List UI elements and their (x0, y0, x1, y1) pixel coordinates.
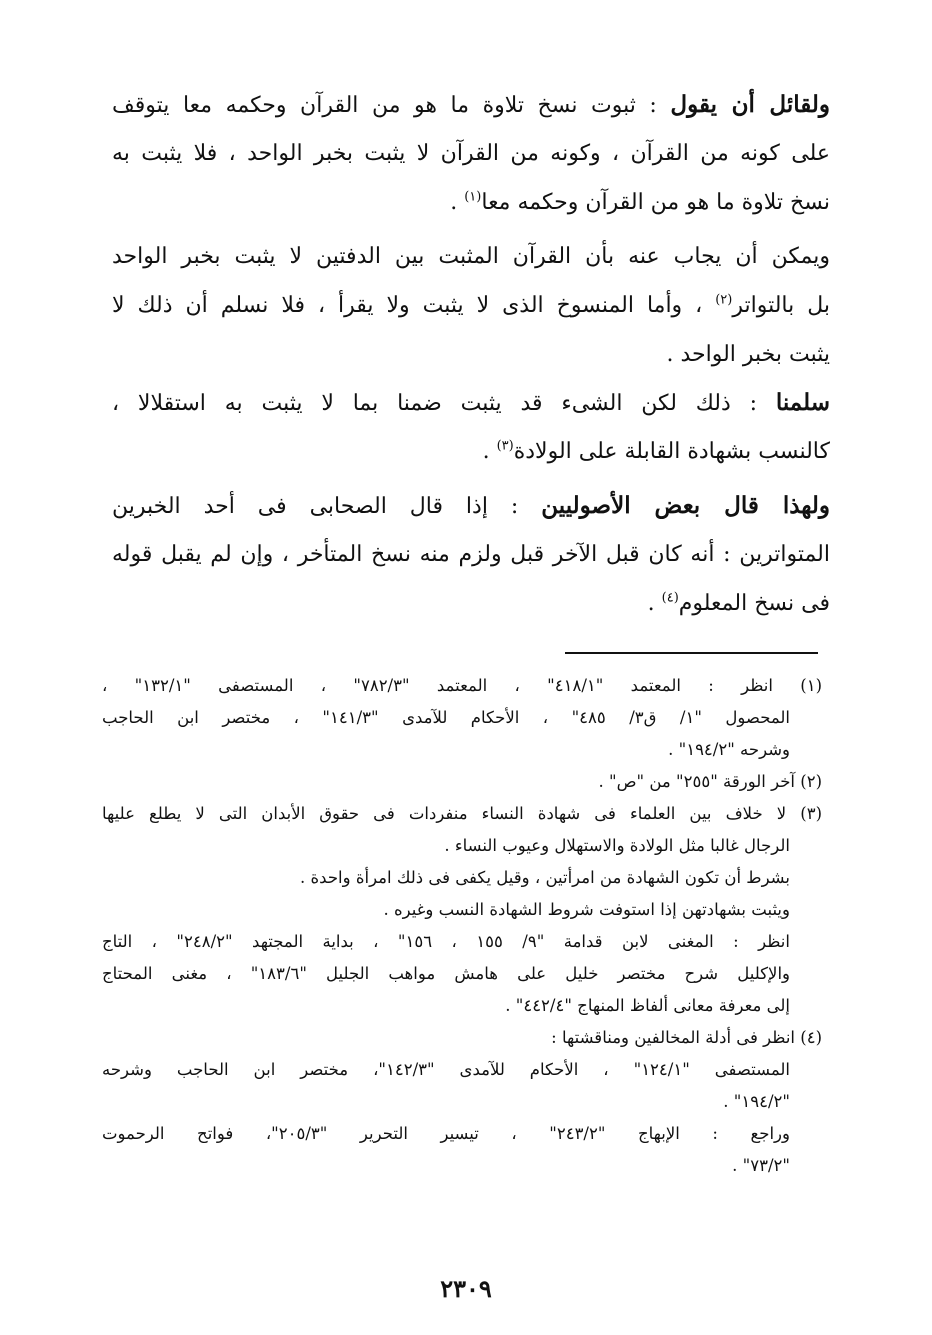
paragraph-1 (112, 80, 830, 227)
paragraph-4-line-2: المتواترين : أنه كان قبل الآخر قبل ولزم منه نسخ المتأخر ، وإن لم يقبل قوله (112, 542, 830, 567)
paragraph-4-line-3-text: فى نسخ المعلوم (678, 591, 830, 616)
paragraph-1-line-3-end: . (450, 190, 465, 215)
footnote-ref-4: (٤) (661, 590, 679, 606)
paragraph-2 (112, 232, 830, 379)
footnote-1-line-2: المحصول "١/ ق٣/ ٤٨٥" ، الأحكام للآمدى "١٤١/٣" ، مختصر ابن الحاجب (102, 708, 791, 727)
footnote-ref-1: (١) (464, 189, 482, 205)
footnote-ref-2: (٢) (715, 292, 733, 308)
footnote-3-line-5: انظر : المغنى لابن قدامة "٩/ ١٥٥ ، ١٥٦" ، بداية المجتهد "٢٤٨/٢" ، التاج (102, 932, 790, 951)
paragraph-3-line-2 (112, 427, 830, 476)
paragraph-1-lead: ولقائل أن يقول (670, 91, 830, 118)
footnote-3-line-6: والإكليل شرح مختصر خليل على هامش مواهب الجليل "١٨٣/٦" ، مغنى المحتاج (102, 964, 790, 983)
footnote-3-line-3: بشرط أن تكون الشهادة من امرأتين ، وقيل يكفى فى ذلك امرأة واحدة . (300, 868, 790, 887)
paragraph-2-line-2-end: ، وأما المنسوخ الذى لا يثبت ولا يقرأ ، فلا نسلم أن ذلك لا (112, 293, 716, 318)
footnote-3-line-2: الرجال غالبا مثل الولادة والاستهلال وعيوب النساء . (444, 836, 790, 855)
footnote-4-line-2: المستصفى "١٢٤/١" ، الأحكام للآمدى "١٤٢/٣"، مختصر ابن الحاجب وشرحه (102, 1060, 791, 1079)
paragraph-1-line-1 (112, 80, 830, 129)
footnote-separator (565, 652, 818, 654)
footnote-1-line-1: (١) انظر : المعتمد "٤١٨/١" ، المعتمد "٧٨٢/٣" ، المستصفى "١٣٢/١" ، (102, 676, 822, 695)
paragraph-3 (112, 378, 830, 476)
paragraph-1-text: : ثبوت نسخ تلاوة ما هو من القرآن وحكمه معا يتوقف (112, 93, 657, 118)
paragraph-2-line-2 (112, 281, 830, 330)
footnote-2: (٢) آخر الورقة "٢٥٥" من "ص" . (598, 772, 822, 791)
paragraph-1-line-3 (112, 178, 830, 227)
footnote-3-line-7: إلى معرفة معانى ألفاظ المنهاج "٤٤٢/٤" . (505, 996, 790, 1015)
paragraph-3-text: : ذلك لكن الشىء قد يثبت ضمنا بما لا يثبت به استقلالا ، (112, 391, 758, 416)
paragraph-3-line-2-end: . (482, 439, 497, 464)
paragraph-3-lead: سلمنا (775, 389, 830, 416)
footnote-4-line-3: "١٩٤/٢" . (723, 1092, 790, 1111)
footnote-3-line-1: (٣) لا خلاف بين العلماء فى شهادة النساء منفردات فى حقوق الأبدان التى لا يطلع عليها (102, 804, 822, 823)
paragraph-4-line-1 (112, 481, 830, 530)
paragraph-1-line-3-text: نسخ تلاوة ما هو من القرآن وحكمه معا (481, 190, 830, 215)
paragraph-4 (112, 481, 830, 628)
paragraph-2-line-3: يثبت بخبر الواحد . (666, 342, 830, 367)
paragraph-4-lead: ولهذا قال بعض الأصوليين (541, 492, 830, 519)
paragraph-4-line-3-end: . (647, 591, 662, 616)
paragraph-3-line-2-text: كالنسب بشهادة القابلة على الولادة (513, 439, 830, 464)
paragraph-2-line-2-start: بل بالتواتر (732, 293, 830, 318)
footnote-3-line-4: ويثبت بشهادتهن إذا استوفت شروط الشهادة النسب وغيره . (383, 900, 790, 919)
paragraph-4-line-3 (112, 579, 830, 628)
footnotes (102, 670, 822, 1182)
footnote-4-line-5: "٧٣/٢" . (732, 1156, 790, 1175)
paragraph-1-line-2: على كونه من القرآن ، وكونه من القرآن لا يثبت بخبر الواحد ، فلا يثبت به (112, 141, 830, 166)
footnote-4-line-4: وراجع : الإبهاج "٢٤٣/٢" ، تيسير التحرير "٢٠٥/٣"، فواتح الرحموت (102, 1124, 790, 1143)
paragraph-4-text: : إذا قال الصحابى فى أحد الخبرين (112, 494, 519, 519)
paragraph-3-line-1 (112, 378, 830, 427)
footnote-1-line-3: وشرحه "١٩٤/٢" . (668, 740, 790, 759)
page-number: ٢٣٠٩ (440, 1274, 492, 1303)
footnote-ref-3: (٣) (496, 438, 514, 454)
footnote-4-line-1: (٤) انظر فى أدلة المخالفين ومناقشتها : (551, 1028, 822, 1047)
paragraph-2-line-1: ويمكن أن يجاب عنه بأن القرآن المثبت بين الدفتين لا يثبت بخبر الواحد (112, 244, 830, 269)
